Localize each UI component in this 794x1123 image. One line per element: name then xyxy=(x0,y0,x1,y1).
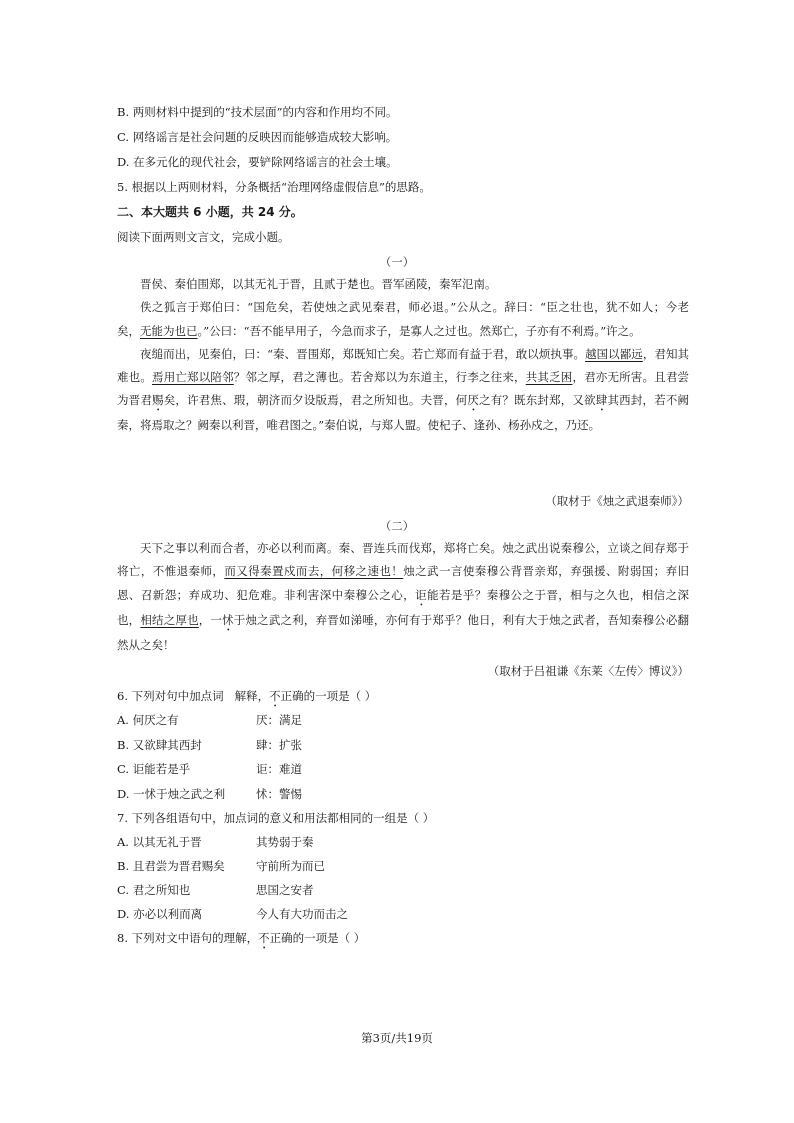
q6-option-a: A. 何厌之有 xyxy=(117,713,179,727)
q6-option-a-gloss: 厌：满足 xyxy=(256,713,302,727)
option-d: D. 在多元化的现代社会，要铲除网络谣言的社会土壤。 xyxy=(117,155,398,169)
passage2-body xyxy=(117,537,689,657)
passage1-para2: 佚之狐言于郑伯曰：“国危矣，若使烛之武见秦君，师必退。”公从之。辞曰：“臣之壮也，犹不如人；今老矣，无能为也已。”公曰：“吾不能早用子，今急而求子，是寡人之过也。然郑亡，子亦有不利焉。”许之。 xyxy=(117,300,689,338)
q6-option-d: D. 一怵于烛之武之利 xyxy=(117,787,226,801)
q6-option-d-gloss: 怵：警惕 xyxy=(256,787,302,801)
q7-option-d: D. 亦必以利而离 xyxy=(117,907,203,921)
underlined-phrase: 相结之厚也 xyxy=(140,612,199,627)
passage2-source: （取材于吕祖谦《东莱〈左传〉博议》） xyxy=(487,664,689,678)
question-7: 7. 下列各组语句中，加点词的意义和用法都相同的一组是（ ） xyxy=(117,811,435,825)
q6-option-b: B. 又欲肆其西封 xyxy=(117,738,202,752)
option-b: B. 两则材料中提到的“技术层面”的内容和作用均不同。 xyxy=(117,105,398,119)
passage1-body xyxy=(117,273,689,438)
underlined-phrase: 而又得秦置戍而去，何移之速也！ xyxy=(224,564,404,579)
option-c: C. 网络谣言是社会问题的反映因而能够造成较大影响。 xyxy=(117,130,398,144)
q7-option-c-pair: 思国之安者 xyxy=(256,883,314,897)
section-heading: 二、本大题共 6 小题，共 24 分。 xyxy=(117,205,303,219)
page-footer: 第3页/共19页 xyxy=(361,1031,433,1045)
dotted-word: 讵 xyxy=(415,587,428,602)
dotted-word: 怵 xyxy=(222,612,234,627)
underlined-phrase: 越国以鄙远 xyxy=(585,346,643,361)
q7-option-d-pair: 今人有大功而击之 xyxy=(256,907,348,921)
question-8: 8. 下列对文中语句的理解，不正确的一项是（ ） xyxy=(117,931,366,945)
q6-option-b-gloss: 肆：扩张 xyxy=(256,738,302,752)
passage1-para3: 夜缒而出，见秦伯，曰：“秦、晋围郑，郑既知亡矣。若亡郑而有益于君，敢以烦执事。越国以鄙远，君知其难也。焉用亡郑以陪邻？邻之厚，君之薄也。若舍郑以为东道主，行李之往来，共其乏困，君亦无所害。且君尝为晋君赐矣，许君焦、瑕，朝济而夕设版焉，君之所知也。夫晋，何厌之有？既东封郑，又欲肆其西封，若不阙秦，将焉取之？阙秦以利晋，唯君图之。”秦伯说，与郑人盟。使杞子、逢孙、杨孙戍之，乃还。 xyxy=(117,346,690,433)
passage1-source: （取材于《烛之武退秦师》） xyxy=(545,494,689,508)
passage1-title: （一） xyxy=(379,255,415,269)
underlined-phrase: 共其乏困 xyxy=(525,370,573,385)
q6-option-c: C. 讵能若是乎 xyxy=(117,762,191,776)
instructions: 阅读下面两则文言文，完成小题。 xyxy=(117,230,290,244)
question-6: 6. 下列对句中加点词 解释，不正确的一项是（ ） xyxy=(117,689,377,703)
q7-option-c: C. 君之所知也 xyxy=(117,883,191,897)
q7-option-a: A. 以其无礼于晋 xyxy=(117,835,202,849)
question-5: 5. 根据以上两则材料，分条概括“治理网络虚假信息”的思路。 xyxy=(117,180,431,194)
dotted-word: 赐 xyxy=(152,393,164,408)
q7-option-a-pair: 其势弱于秦 xyxy=(256,835,314,849)
underlined-phrase: 焉用亡郑以陪邻 xyxy=(152,370,234,385)
q7-option-b-pair: 守前所为而已 xyxy=(256,859,325,873)
dotted-word: 厌 xyxy=(467,393,480,408)
q6-option-c-gloss: 讵：难道 xyxy=(256,762,302,776)
passage1-para1: 晋侯、秦伯围郑，以其无礼于晋，且贰于楚也。晋军函陵，秦军氾南。 xyxy=(140,277,497,291)
q7-option-b: B. 且君尝为晋君赐矣 xyxy=(117,859,225,873)
passage2-para: 天下之事以利而合者，亦必以利而离。秦、晋连兵而伐郑，郑将亡矣。烛之武出说秦穆公，立谈之间存郑于将亡，不惟退秦师，而又得秦置戍而去，何移之速也！烛之武一言使秦穆公背晋亲郑，弃强援、附弱国；弃旧恩、召新怨；弃成功、犯危难。非利害深中秦穆公之心，讵能若是乎？秦穆公之于晋，相与之久也，相信之深也，相结之厚也，一怵于烛之武之利，弃晋如涕唾，亦何有于郑乎？他日，利有大于烛之武者，吾知秦穆公必翻然从之矣！ xyxy=(117,541,690,652)
passage2-title: （二） xyxy=(379,519,415,533)
dotted-word: 肆 xyxy=(595,393,608,408)
underlined-phrase: 无能为也已 xyxy=(140,323,198,338)
